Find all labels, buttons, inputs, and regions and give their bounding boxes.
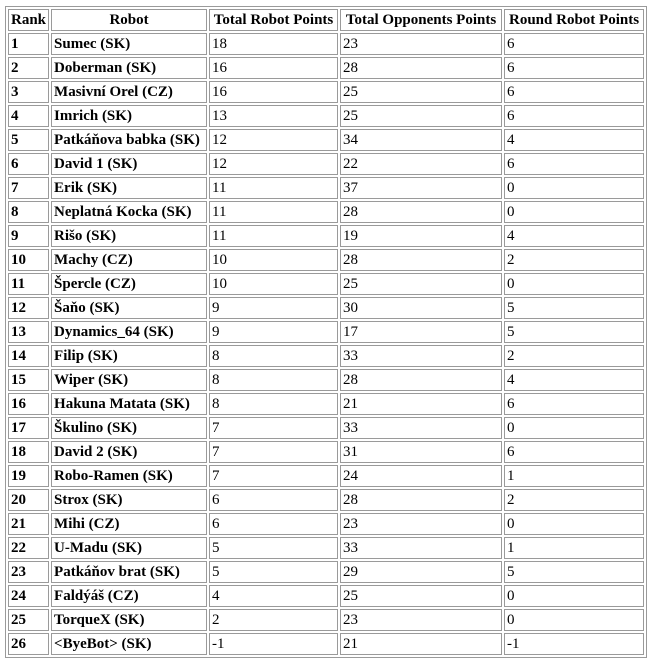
table-row [8, 561, 644, 583]
header-round-robot-points: Round Robot Points [504, 9, 644, 31]
cell-total-robot-points: 16 [209, 81, 338, 103]
table-row [8, 345, 644, 367]
cell-round-robot-points: 0 [504, 609, 644, 631]
cell-rank: 16 [8, 393, 49, 415]
cell-robot: <ByeBot> (SK) [51, 633, 207, 655]
cell-robot: Mihi (CZ) [51, 513, 207, 535]
table-row [8, 321, 644, 343]
cell-total-opponents-points: 29 [340, 561, 502, 583]
cell-total-robot-points: 8 [209, 393, 338, 415]
cell-robot: Hakuna Matata (SK) [51, 393, 207, 415]
cell-robot: David 2 (SK) [51, 441, 207, 463]
table-row [8, 273, 644, 295]
cell-total-opponents-points: 19 [340, 225, 502, 247]
cell-total-opponents-points: 22 [340, 153, 502, 175]
cell-round-robot-points: 1 [504, 465, 644, 487]
cell-rank: 19 [8, 465, 49, 487]
cell-rank: 14 [8, 345, 49, 367]
table-row [8, 177, 644, 199]
cell-rank: 18 [8, 441, 49, 463]
table-row [8, 249, 644, 271]
cell-round-robot-points: 0 [504, 177, 644, 199]
cell-rank: 17 [8, 417, 49, 439]
cell-total-opponents-points: 28 [340, 489, 502, 511]
cell-robot: Patkáňov brat (SK) [51, 561, 207, 583]
cell-robot: TorqueX (SK) [51, 609, 207, 631]
cell-rank: 5 [8, 129, 49, 151]
cell-round-robot-points: 0 [504, 273, 644, 295]
table-row [8, 105, 644, 127]
cell-total-opponents-points: 25 [340, 81, 502, 103]
cell-round-robot-points: 2 [504, 489, 644, 511]
cell-round-robot-points: 2 [504, 249, 644, 271]
cell-rank: 11 [8, 273, 49, 295]
cell-round-robot-points: 0 [504, 201, 644, 223]
cell-robot: Šaňo (SK) [51, 297, 207, 319]
header-row [8, 9, 644, 31]
standings-table [5, 6, 647, 658]
cell-round-robot-points: 2 [504, 345, 644, 367]
cell-round-robot-points: 0 [504, 513, 644, 535]
table-row [8, 393, 644, 415]
cell-round-robot-points: -1 [504, 633, 644, 655]
cell-total-robot-points: 4 [209, 585, 338, 607]
cell-total-opponents-points: 21 [340, 393, 502, 415]
cell-total-opponents-points: 33 [340, 417, 502, 439]
cell-robot: Doberman (SK) [51, 57, 207, 79]
cell-total-robot-points: 13 [209, 105, 338, 127]
cell-total-opponents-points: 34 [340, 129, 502, 151]
cell-total-opponents-points: 33 [340, 537, 502, 559]
cell-rank: 26 [8, 633, 49, 655]
table-row [8, 465, 644, 487]
cell-rank: 21 [8, 513, 49, 535]
cell-rank: 22 [8, 537, 49, 559]
cell-total-robot-points: 9 [209, 321, 338, 343]
table-row [8, 81, 644, 103]
cell-total-robot-points: 6 [209, 489, 338, 511]
table-row [8, 513, 644, 535]
cell-robot: Neplatná Kocka (SK) [51, 201, 207, 223]
cell-total-robot-points: 9 [209, 297, 338, 319]
table-row [8, 297, 644, 319]
cell-rank: 8 [8, 201, 49, 223]
cell-rank: 6 [8, 153, 49, 175]
table-header [8, 9, 644, 31]
table-row [8, 585, 644, 607]
cell-total-robot-points: 10 [209, 273, 338, 295]
cell-round-robot-points: 4 [504, 369, 644, 391]
cell-round-robot-points: 5 [504, 561, 644, 583]
cell-total-opponents-points: 17 [340, 321, 502, 343]
table-row [8, 609, 644, 631]
header-total-opponents-points: Total Opponents Points [340, 9, 502, 31]
cell-total-robot-points: 8 [209, 369, 338, 391]
cell-robot: Škulino (SK) [51, 417, 207, 439]
cell-total-robot-points: 16 [209, 57, 338, 79]
cell-total-robot-points: 7 [209, 417, 338, 439]
cell-total-opponents-points: 28 [340, 201, 502, 223]
cell-round-robot-points: 1 [504, 537, 644, 559]
cell-total-opponents-points: 28 [340, 57, 502, 79]
cell-total-opponents-points: 23 [340, 33, 502, 55]
cell-round-robot-points: 6 [504, 33, 644, 55]
cell-total-robot-points: 10 [209, 249, 338, 271]
cell-total-opponents-points: 24 [340, 465, 502, 487]
table-row [8, 537, 644, 559]
cell-total-opponents-points: 25 [340, 585, 502, 607]
cell-rank: 13 [8, 321, 49, 343]
cell-total-robot-points: 6 [209, 513, 338, 535]
header-robot: Robot [51, 9, 207, 31]
table-row [8, 57, 644, 79]
cell-round-robot-points: 6 [504, 81, 644, 103]
table-body [8, 33, 644, 655]
cell-total-opponents-points: 33 [340, 345, 502, 367]
cell-robot: Wiper (SK) [51, 369, 207, 391]
cell-total-robot-points: 18 [209, 33, 338, 55]
table-row [8, 369, 644, 391]
cell-total-robot-points: 11 [209, 177, 338, 199]
cell-round-robot-points: 6 [504, 393, 644, 415]
cell-robot: Špercle (CZ) [51, 273, 207, 295]
table-row [8, 153, 644, 175]
table-row [8, 417, 644, 439]
cell-rank: 4 [8, 105, 49, 127]
cell-rank: 25 [8, 609, 49, 631]
cell-round-robot-points: 5 [504, 321, 644, 343]
cell-total-opponents-points: 30 [340, 297, 502, 319]
cell-robot: U-Madu (SK) [51, 537, 207, 559]
cell-total-robot-points: 12 [209, 153, 338, 175]
cell-total-opponents-points: 28 [340, 369, 502, 391]
cell-total-robot-points: 11 [209, 225, 338, 247]
cell-total-robot-points: 12 [209, 129, 338, 151]
cell-total-robot-points: 11 [209, 201, 338, 223]
cell-total-robot-points: 7 [209, 441, 338, 463]
cell-rank: 7 [8, 177, 49, 199]
cell-round-robot-points: 6 [504, 105, 644, 127]
cell-rank: 2 [8, 57, 49, 79]
cell-robot: Robo-Ramen (SK) [51, 465, 207, 487]
table-row [8, 201, 644, 223]
cell-rank: 12 [8, 297, 49, 319]
cell-round-robot-points: 0 [504, 417, 644, 439]
cell-rank: 10 [8, 249, 49, 271]
cell-total-opponents-points: 25 [340, 273, 502, 295]
cell-robot: Masivní Orel (CZ) [51, 81, 207, 103]
cell-robot: Rišo (SK) [51, 225, 207, 247]
cell-total-robot-points: -1 [209, 633, 338, 655]
cell-round-robot-points: 6 [504, 57, 644, 79]
cell-rank: 1 [8, 33, 49, 55]
cell-robot: Filip (SK) [51, 345, 207, 367]
cell-robot: Erik (SK) [51, 177, 207, 199]
table-row [8, 129, 644, 151]
cell-robot: Machy (CZ) [51, 249, 207, 271]
cell-total-opponents-points: 31 [340, 441, 502, 463]
cell-total-robot-points: 2 [209, 609, 338, 631]
cell-rank: 20 [8, 489, 49, 511]
cell-round-robot-points: 0 [504, 585, 644, 607]
cell-total-opponents-points: 23 [340, 609, 502, 631]
cell-total-opponents-points: 37 [340, 177, 502, 199]
header-total-robot-points: Total Robot Points [209, 9, 338, 31]
cell-rank: 15 [8, 369, 49, 391]
cell-round-robot-points: 6 [504, 153, 644, 175]
table-row [8, 633, 644, 655]
header-rank: Rank [8, 9, 49, 31]
cell-rank: 9 [8, 225, 49, 247]
table-row [8, 225, 644, 247]
cell-total-robot-points: 8 [209, 345, 338, 367]
cell-robot: David 1 (SK) [51, 153, 207, 175]
cell-round-robot-points: 5 [504, 297, 644, 319]
cell-total-robot-points: 5 [209, 537, 338, 559]
cell-total-robot-points: 7 [209, 465, 338, 487]
cell-rank: 24 [8, 585, 49, 607]
cell-robot: Imrich (SK) [51, 105, 207, 127]
cell-rank: 3 [8, 81, 49, 103]
table-row [8, 441, 644, 463]
cell-total-robot-points: 5 [209, 561, 338, 583]
cell-robot: Faldýáš (CZ) [51, 585, 207, 607]
cell-robot: Dynamics_64 (SK) [51, 321, 207, 343]
cell-total-opponents-points: 28 [340, 249, 502, 271]
cell-robot: Strox (SK) [51, 489, 207, 511]
cell-total-opponents-points: 21 [340, 633, 502, 655]
cell-robot: Patkáňova babka (SK) [51, 129, 207, 151]
cell-total-opponents-points: 23 [340, 513, 502, 535]
cell-round-robot-points: 4 [504, 129, 644, 151]
table-row [8, 489, 644, 511]
cell-rank: 23 [8, 561, 49, 583]
cell-total-opponents-points: 25 [340, 105, 502, 127]
cell-robot: Sumec (SK) [51, 33, 207, 55]
table-row [8, 33, 644, 55]
cell-round-robot-points: 6 [504, 441, 644, 463]
cell-round-robot-points: 4 [504, 225, 644, 247]
